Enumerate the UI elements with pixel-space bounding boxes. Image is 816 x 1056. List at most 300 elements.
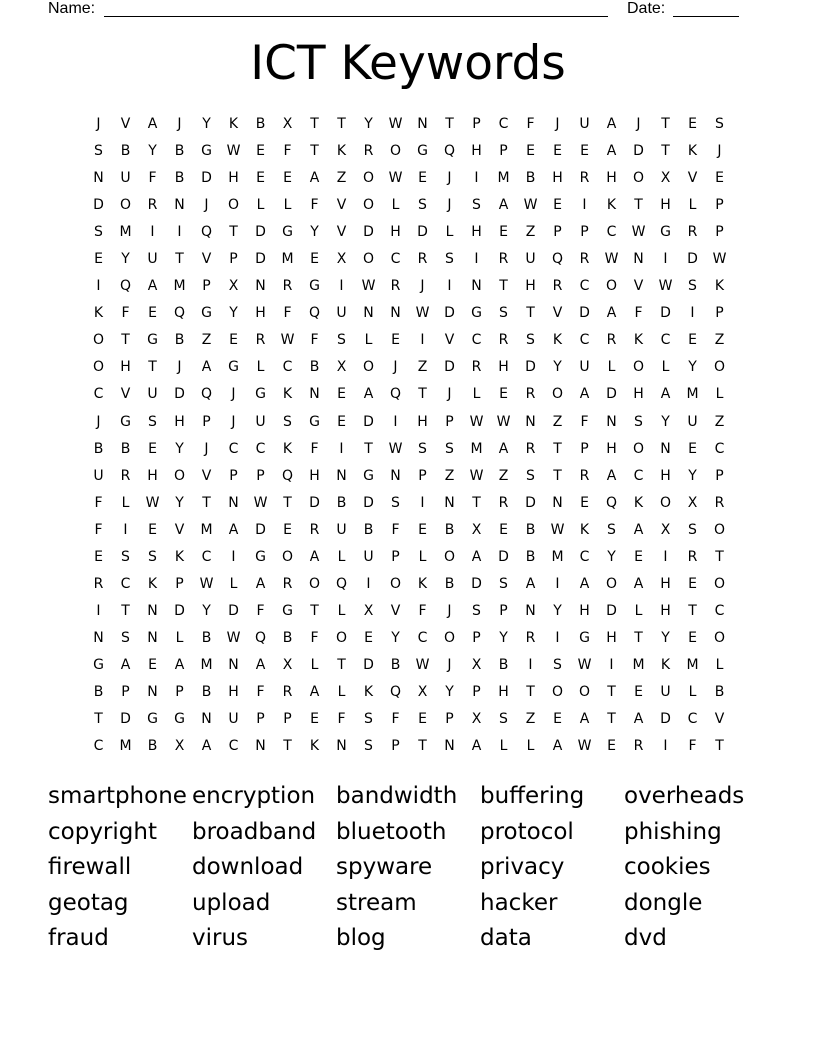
grid-letter: D bbox=[444, 305, 455, 322]
grid-row bbox=[85, 490, 735, 517]
grid-letter: P bbox=[472, 629, 481, 646]
word-list-item: copyright bbox=[48, 818, 157, 845]
grid-letter: B bbox=[255, 116, 266, 132]
grid-letter: K bbox=[282, 386, 293, 403]
grid-letter: J bbox=[447, 197, 452, 214]
grid-letter: S bbox=[472, 602, 481, 619]
grid-letter: T bbox=[121, 602, 130, 619]
grid-letter: B bbox=[444, 575, 455, 592]
grid-letter: G bbox=[255, 386, 266, 403]
grid-letter: B bbox=[714, 683, 725, 700]
grid-letter: J bbox=[717, 143, 722, 160]
grid-letter: B bbox=[444, 521, 455, 538]
grid-letter: I bbox=[150, 224, 155, 241]
grid-letter: D bbox=[444, 359, 455, 376]
grid-letter: O bbox=[713, 359, 726, 376]
word-list-item: smartphone bbox=[48, 783, 187, 809]
grid-letter: E bbox=[148, 656, 157, 673]
grid-row bbox=[85, 463, 735, 490]
grid-letter: K bbox=[282, 440, 293, 457]
grid-letter: B bbox=[282, 629, 293, 646]
grid-letter: W bbox=[469, 467, 484, 484]
grid-letter: C bbox=[93, 386, 104, 403]
grid-letter: B bbox=[390, 656, 401, 673]
grid-row bbox=[85, 354, 735, 381]
grid-letter: U bbox=[336, 305, 347, 322]
grid-letter: F bbox=[391, 521, 400, 538]
grid-letter: T bbox=[607, 683, 616, 700]
grid-letter: Y bbox=[445, 683, 454, 700]
grid-letter: R bbox=[498, 332, 509, 349]
grid-letter: D bbox=[201, 170, 212, 187]
grid-letter: W bbox=[523, 197, 538, 214]
grid-letter: P bbox=[715, 305, 724, 322]
grid-letter: I bbox=[663, 251, 668, 268]
grid-letter: F bbox=[391, 711, 400, 728]
word-list-item: phishing bbox=[624, 818, 722, 845]
grid-letter: C bbox=[93, 738, 104, 755]
grid-letter: A bbox=[147, 278, 158, 295]
grid-letter: N bbox=[660, 440, 671, 457]
grid-letter: J bbox=[96, 413, 101, 430]
grid-row bbox=[85, 733, 735, 760]
grid-letter: A bbox=[525, 575, 536, 592]
grid-letter: S bbox=[418, 440, 427, 457]
grid-letter: S bbox=[418, 197, 427, 214]
grid-letter: A bbox=[579, 575, 590, 592]
grid-letter: C bbox=[633, 467, 644, 484]
grid-letter: W bbox=[253, 494, 268, 511]
grid-letter: N bbox=[471, 278, 482, 295]
grid-letter: B bbox=[201, 683, 212, 700]
word-list-item: overheads bbox=[624, 783, 745, 809]
grid-letter: W bbox=[604, 251, 619, 268]
grid-letter: F bbox=[310, 197, 319, 214]
grid-letter: G bbox=[228, 359, 239, 376]
grid-letter: O bbox=[605, 575, 618, 592]
grid-letter: Y bbox=[121, 251, 130, 268]
grid-letter: N bbox=[336, 738, 347, 755]
grid-letter: R bbox=[120, 467, 131, 484]
grid-letter: K bbox=[606, 197, 617, 214]
grid-letter: A bbox=[201, 359, 212, 376]
word-list bbox=[48, 779, 768, 957]
grid-letter: P bbox=[445, 413, 454, 430]
word-list-item: bandwidth bbox=[336, 783, 458, 809]
grid-letter: O bbox=[389, 143, 402, 160]
grid-letter: V bbox=[201, 251, 212, 268]
grid-letter: C bbox=[714, 440, 725, 457]
grid-letter: P bbox=[391, 738, 400, 755]
grid-letter: O bbox=[362, 251, 375, 268]
grid-letter: C bbox=[714, 602, 725, 619]
grid-letter: T bbox=[229, 224, 238, 241]
grid-letter: M bbox=[686, 656, 699, 673]
grid-letter: R bbox=[606, 332, 617, 349]
grid-letter: P bbox=[715, 197, 724, 214]
grid-letter: Z bbox=[714, 332, 725, 349]
grid-row bbox=[85, 436, 735, 463]
grid-letter: T bbox=[202, 494, 211, 511]
word-list-item: cookies bbox=[624, 854, 711, 880]
grid-letter: L bbox=[337, 548, 346, 565]
grid-letter: O bbox=[362, 170, 375, 187]
grid-letter: E bbox=[418, 521, 427, 538]
grid-letter: O bbox=[632, 440, 645, 457]
grid-letter: D bbox=[93, 197, 104, 214]
grid-letter: F bbox=[310, 440, 319, 457]
grid-letter: E bbox=[256, 143, 265, 160]
grid-letter: E bbox=[688, 629, 697, 646]
grid-letter: T bbox=[94, 711, 103, 728]
grid-letter: B bbox=[498, 656, 509, 673]
grid-letter: P bbox=[175, 575, 184, 592]
grid-letter: E bbox=[553, 711, 562, 728]
grid-letter: A bbox=[120, 656, 131, 673]
grid-letter: S bbox=[148, 413, 157, 430]
grid-letter: S bbox=[526, 332, 535, 349]
grid-letter: D bbox=[363, 494, 374, 511]
grid-letter: X bbox=[417, 683, 428, 700]
grid-letter: K bbox=[174, 548, 185, 565]
word-list-item: dvd bbox=[624, 925, 667, 951]
grid-letter: I bbox=[609, 656, 614, 673]
grid-letter: B bbox=[93, 440, 104, 457]
grid-letter: G bbox=[147, 332, 158, 349]
grid-letter: Z bbox=[417, 359, 428, 376]
word-list-item: fraud bbox=[48, 925, 109, 951]
grid-letter: S bbox=[634, 413, 643, 430]
grid-letter: X bbox=[363, 602, 374, 619]
grid-letter: U bbox=[228, 711, 239, 728]
grid-letter: N bbox=[633, 251, 644, 268]
grid-letter: Y bbox=[661, 413, 670, 430]
grid-letter: N bbox=[147, 683, 158, 700]
grid-letter: A bbox=[201, 738, 212, 755]
grid-letter: U bbox=[525, 251, 536, 268]
grid-letter: Q bbox=[443, 143, 456, 160]
grid-letter: A bbox=[363, 386, 374, 403]
grid-letter: A bbox=[309, 683, 320, 700]
grid-letter: C bbox=[120, 575, 131, 592]
grid-letter: N bbox=[174, 197, 185, 214]
grid-row bbox=[85, 652, 735, 679]
grid-letter: G bbox=[93, 656, 104, 673]
grid-letter: S bbox=[121, 548, 130, 565]
grid-letter: P bbox=[283, 711, 292, 728]
grid-letter: N bbox=[255, 738, 266, 755]
grid-letter: L bbox=[688, 197, 697, 214]
grid-letter: V bbox=[444, 332, 455, 349]
grid-letter: D bbox=[579, 305, 590, 322]
grid-row bbox=[85, 517, 735, 544]
grid-letter: L bbox=[364, 332, 373, 349]
grid-letter: R bbox=[255, 332, 266, 349]
grid-letter: L bbox=[121, 494, 130, 511]
grid-letter: C bbox=[498, 116, 509, 132]
grid-letter: A bbox=[606, 143, 617, 160]
grid-row bbox=[85, 544, 735, 571]
grid-letter: U bbox=[579, 359, 590, 376]
grid-letter: L bbox=[715, 386, 724, 403]
grid-letter: O bbox=[335, 629, 348, 646]
grid-letter: D bbox=[309, 494, 320, 511]
grid-letter: K bbox=[633, 332, 644, 349]
grid-letter: N bbox=[525, 602, 536, 619]
word-list-item: firewall bbox=[48, 854, 132, 880]
grid-letter: E bbox=[715, 170, 724, 187]
grid-row bbox=[85, 706, 735, 733]
grid-letter: K bbox=[93, 305, 104, 322]
grid-letter: K bbox=[633, 494, 644, 511]
grid-letter: F bbox=[337, 711, 346, 728]
grid-letter: H bbox=[633, 386, 644, 403]
grid-letter: E bbox=[148, 440, 157, 457]
grid-letter: R bbox=[390, 278, 401, 295]
grid-letter: G bbox=[417, 143, 428, 160]
grid-letter: P bbox=[121, 683, 130, 700]
grid-letter: P bbox=[391, 548, 400, 565]
grid-letter: W bbox=[712, 251, 727, 268]
grid-letter: U bbox=[147, 386, 158, 403]
grid-letter: V bbox=[201, 467, 212, 484]
grid-letter: N bbox=[390, 467, 401, 484]
grid-letter: I bbox=[447, 278, 452, 295]
grid-letter: R bbox=[525, 440, 536, 457]
grid-letter: B bbox=[174, 332, 185, 349]
grid-letter: D bbox=[606, 386, 617, 403]
grid-letter: K bbox=[660, 656, 671, 673]
grid-letter: E bbox=[364, 629, 373, 646]
grid-letter: R bbox=[552, 278, 563, 295]
grid-letter: I bbox=[366, 575, 371, 592]
grid-letter: E bbox=[634, 683, 643, 700]
grid-letter: K bbox=[336, 143, 347, 160]
grid-letter: L bbox=[256, 359, 265, 376]
grid-letter: Z bbox=[498, 467, 509, 484]
grid-letter: Y bbox=[607, 548, 616, 565]
grid-letter: E bbox=[283, 170, 292, 187]
grid-letter: A bbox=[606, 116, 617, 132]
grid-letter: Z bbox=[201, 332, 212, 349]
grid-letter: S bbox=[445, 251, 454, 268]
grid-letter: W bbox=[280, 332, 295, 349]
grid-letter: Y bbox=[553, 359, 562, 376]
grid-letter: B bbox=[147, 738, 158, 755]
grid-row bbox=[85, 679, 735, 706]
grid-row bbox=[85, 300, 735, 327]
grid-row bbox=[85, 625, 735, 652]
grid-letter: W bbox=[145, 494, 160, 511]
name-line[interactable] bbox=[104, 16, 608, 17]
grid-letter: O bbox=[632, 170, 645, 187]
grid-letter: H bbox=[579, 602, 590, 619]
grid-letter: T bbox=[526, 305, 535, 322]
grid-letter: T bbox=[445, 116, 454, 132]
grid-letter: J bbox=[447, 170, 452, 187]
grid-letter: Q bbox=[551, 251, 564, 268]
grid-letter: K bbox=[363, 683, 374, 700]
grid-letter: I bbox=[123, 521, 128, 538]
grid-letter: L bbox=[337, 602, 346, 619]
grid-letter: S bbox=[445, 440, 454, 457]
grid-letter: F bbox=[283, 305, 292, 322]
grid-letter: C bbox=[390, 251, 401, 268]
grid-letter: O bbox=[443, 548, 456, 565]
grid-letter: L bbox=[283, 197, 292, 214]
grid-letter: A bbox=[498, 440, 509, 457]
grid-letter: Y bbox=[688, 359, 697, 376]
grid-letter: P bbox=[229, 251, 238, 268]
grid-letter: B bbox=[309, 359, 320, 376]
grid-letter: X bbox=[336, 359, 347, 376]
grid-letter: F bbox=[121, 305, 130, 322]
grid-letter: O bbox=[578, 683, 591, 700]
word-list-item: stream bbox=[336, 889, 417, 916]
grid-letter: Q bbox=[308, 305, 321, 322]
grid-letter: I bbox=[231, 548, 236, 565]
date-label: Date: bbox=[627, 0, 666, 17]
grid-letter: K bbox=[687, 143, 698, 160]
grid-letter: C bbox=[687, 711, 698, 728]
letter-grid bbox=[85, 111, 735, 760]
grid-letter: E bbox=[310, 251, 319, 268]
grid-letter: G bbox=[579, 629, 590, 646]
grid-letter: Y bbox=[553, 602, 562, 619]
grid-letter: W bbox=[496, 413, 511, 430]
grid-letter: F bbox=[526, 116, 535, 132]
grid-letter: S bbox=[499, 305, 508, 322]
grid-letter: S bbox=[337, 332, 346, 349]
grid-letter: K bbox=[714, 278, 725, 295]
grid-letter: J bbox=[393, 359, 398, 376]
grid-letter: H bbox=[471, 224, 482, 241]
grid-letter: C bbox=[471, 332, 482, 349]
grid-letter: T bbox=[715, 548, 724, 565]
grid-letter: P bbox=[715, 224, 724, 241]
grid-row bbox=[85, 571, 735, 598]
grid-letter: H bbox=[660, 575, 671, 592]
grid-letter: S bbox=[391, 494, 400, 511]
grid-letter: T bbox=[121, 332, 130, 349]
grid-letter: T bbox=[283, 738, 292, 755]
grid-letter: Z bbox=[714, 413, 725, 430]
grid-letter: J bbox=[96, 116, 101, 132]
word-list-item: download bbox=[192, 854, 304, 880]
grid-letter: X bbox=[471, 711, 482, 728]
grid-letter: R bbox=[282, 575, 293, 592]
grid-letter: N bbox=[417, 116, 428, 132]
grid-letter: D bbox=[525, 359, 536, 376]
grid-letter: D bbox=[660, 305, 671, 322]
grid-letter: L bbox=[229, 575, 238, 592]
grid-letter: G bbox=[309, 278, 320, 295]
grid-letter: A bbox=[498, 197, 509, 214]
grid-letter: E bbox=[256, 170, 265, 187]
grid-letter: P bbox=[472, 116, 481, 132]
grid-letter: K bbox=[228, 116, 239, 132]
grid-letter: Q bbox=[605, 494, 618, 511]
grid-letter: L bbox=[688, 683, 697, 700]
grid-letter: Z bbox=[552, 413, 563, 430]
grid-letter: X bbox=[687, 494, 698, 511]
word-list-item: geotag bbox=[48, 889, 129, 916]
grid-letter: U bbox=[687, 413, 698, 430]
grid-letter: J bbox=[420, 278, 425, 295]
grid-letter: W bbox=[469, 413, 484, 430]
grid-letter: F bbox=[310, 332, 319, 349]
grid-letter: G bbox=[174, 711, 185, 728]
grid-letter: E bbox=[283, 521, 292, 538]
grid-letter: I bbox=[528, 656, 533, 673]
grid-letter: C bbox=[255, 440, 266, 457]
grid-letter: Y bbox=[202, 116, 211, 132]
grid-letter: P bbox=[202, 278, 211, 295]
grid-letter: T bbox=[661, 143, 670, 160]
grid-letter: U bbox=[579, 116, 590, 132]
grid-letter: T bbox=[310, 143, 319, 160]
grid-letter: U bbox=[336, 521, 347, 538]
grid-letter: Y bbox=[310, 224, 319, 241]
grid-letter: E bbox=[607, 738, 616, 755]
grid-letter: L bbox=[337, 683, 346, 700]
grid-letter: C bbox=[660, 332, 671, 349]
grid-letter: P bbox=[715, 467, 724, 484]
grid-letter: L bbox=[526, 738, 535, 755]
grid-letter: G bbox=[201, 143, 212, 160]
grid-letter: I bbox=[474, 251, 479, 268]
grid-letter: R bbox=[579, 251, 590, 268]
grid-row bbox=[85, 165, 735, 192]
grid-letter: E bbox=[553, 143, 562, 160]
date-line[interactable] bbox=[673, 16, 739, 17]
grid-letter: O bbox=[308, 575, 321, 592]
grid-letter: R bbox=[309, 521, 320, 538]
word-list-item: spyware bbox=[336, 854, 433, 880]
grid-letter: R bbox=[633, 738, 644, 755]
grid-letter: I bbox=[96, 278, 101, 295]
grid-letter: R bbox=[579, 170, 590, 187]
grid-letter: V bbox=[714, 711, 725, 728]
grid-letter: O bbox=[551, 683, 564, 700]
grid-letter: H bbox=[417, 413, 428, 430]
grid-letter: G bbox=[660, 224, 671, 241]
grid-letter: B bbox=[93, 683, 104, 700]
grid-letter: J bbox=[555, 116, 560, 132]
grid-letter: I bbox=[96, 602, 101, 619]
grid-letter: E bbox=[337, 386, 346, 403]
grid-letter: B bbox=[336, 494, 347, 511]
grid-letter: U bbox=[147, 251, 158, 268]
grid-letter: J bbox=[447, 656, 452, 673]
grid-letter: N bbox=[93, 170, 104, 187]
grid-letter: P bbox=[472, 683, 481, 700]
grid-letter: K bbox=[552, 332, 563, 349]
grid-letter: Z bbox=[525, 224, 536, 241]
grid-letter: H bbox=[606, 440, 617, 457]
grid-letter: G bbox=[120, 413, 131, 430]
grid-letter: V bbox=[120, 386, 131, 403]
grid-letter: N bbox=[255, 278, 266, 295]
grid-letter: R bbox=[498, 494, 509, 511]
grid-letter: O bbox=[362, 197, 375, 214]
word-list-item: privacy bbox=[480, 854, 565, 880]
grid-letter: A bbox=[633, 711, 644, 728]
grid-letter: Y bbox=[229, 305, 238, 322]
grid-letter: D bbox=[363, 413, 374, 430]
grid-letter: V bbox=[552, 305, 563, 322]
grid-letter: X bbox=[660, 170, 671, 187]
